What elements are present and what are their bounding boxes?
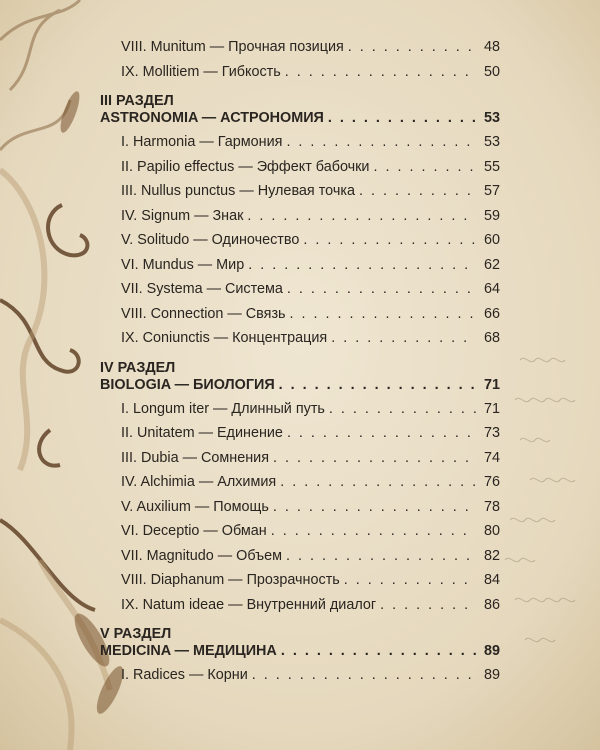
table-of-contents (100, 39, 500, 692)
toc-entry-page: 53 (483, 134, 500, 150)
toc-entry-page: 57 (483, 183, 500, 199)
toc-entry-title: VII. Systema — Система (121, 281, 283, 297)
toc-entry-page: 73 (483, 425, 500, 441)
toc-leader-dots (252, 667, 476, 683)
toc-leader-dots (328, 110, 476, 126)
toc-entry-page: 59 (483, 207, 500, 224)
toc-entry (100, 523, 500, 548)
toc-entry (100, 425, 500, 450)
toc-entry-page: 55 (483, 158, 500, 175)
toc-entry-page: 66 (483, 305, 500, 322)
toc-leader-dots (281, 643, 476, 659)
toc-entry (100, 474, 500, 499)
toc-entry-page: 86 (483, 596, 500, 613)
toc-entry (100, 572, 500, 597)
toc-entry-title: I. Harmonia — Гармония (121, 134, 283, 150)
toc-entry-title: VII. Magnitudo — Объем (121, 547, 283, 564)
toc-leader-dots (348, 39, 476, 55)
toc-entry (100, 306, 500, 331)
toc-leader-dots (248, 257, 476, 273)
toc-leader-dots (285, 64, 476, 80)
toc-leader-dots (380, 597, 476, 613)
toc-entry (100, 667, 500, 692)
toc-entry (100, 401, 500, 426)
toc-entry-title: VIII. Diaphanum — Прозрачность (121, 572, 340, 588)
toc-entry (100, 159, 500, 184)
toc-leader-dots (331, 330, 476, 346)
section-heading-page: 71 (483, 376, 500, 393)
toc-entry-page: 64 (483, 281, 500, 297)
toc-leader-dots (279, 377, 476, 393)
toc-entry (100, 183, 500, 208)
toc-entry-title: II. Unitatem — Единение (121, 425, 283, 441)
toc-leader-dots (287, 425, 476, 441)
toc-leader-dots (286, 134, 476, 150)
section-label: V РАЗДЕЛ (100, 626, 172, 642)
toc-leader-dots (273, 450, 476, 466)
section-heading (100, 377, 500, 401)
toc-entry-page: 62 (483, 256, 500, 273)
section-heading (100, 643, 500, 667)
toc-entry-page: 76 (483, 474, 500, 490)
toc-entry-title: VIII. Munitum — Прочная позиция (121, 39, 344, 55)
toc-entry-title: IX. Natum ideae — Внутренний диалог (121, 596, 377, 613)
toc-entry-title: VIII. Connection — Связь (121, 305, 286, 322)
toc-entry-page: 80 (483, 523, 500, 539)
toc-entry-title: I. Longum iter — Длинный путь (121, 400, 325, 417)
toc-leader-dots (359, 183, 476, 199)
toc-entry (100, 208, 500, 233)
toc-leader-dots (287, 281, 476, 297)
section-heading-title: BIOLOGIA — БИОЛОГИЯ (100, 376, 275, 393)
toc-entry-page: 60 (483, 232, 500, 248)
toc-entry-title: II. Papilio effectus — Эффект бабочки (121, 158, 370, 175)
toc-entry-title: IX. Coniunctis — Концентрация (121, 330, 328, 346)
toc-entry-page: 89 (483, 667, 500, 683)
toc-leader-dots (329, 401, 476, 417)
toc-entry-title: III. Dubia — Сомнения (121, 449, 269, 466)
toc-leader-dots (303, 232, 476, 248)
toc-leader-dots (344, 572, 476, 588)
toc-entry-page: 68 (483, 330, 500, 346)
section-heading-page: 89 (483, 643, 500, 659)
section-heading (100, 110, 500, 134)
toc-entry-page: 48 (483, 39, 500, 55)
toc-entry-title: V. Solitudo — Одиночество (121, 232, 300, 248)
toc-entry-title: VI. Mundus — Мир (121, 256, 245, 273)
toc-entry (100, 64, 500, 89)
toc-entry-page: 50 (483, 63, 500, 80)
section-heading-title: ASTRONOMIA — АСТРОНОМИЯ (100, 110, 324, 126)
toc-entry-title: IV. Signum — Знак (121, 207, 244, 224)
toc-entry-title: I. Radices — Корни (121, 667, 248, 683)
toc-entry-title: V. Auxilium — Помощь (121, 498, 269, 515)
toc-entry (100, 134, 500, 159)
toc-entry (100, 330, 500, 355)
section-heading-page: 53 (483, 110, 500, 126)
toc-entry (100, 548, 500, 573)
section-label: III РАЗДЕЛ (100, 93, 174, 109)
toc-entry (100, 257, 500, 282)
toc-leader-dots (273, 499, 476, 515)
section-label: IV РАЗДЕЛ (100, 359, 176, 376)
toc-entry-page: 71 (483, 400, 500, 417)
toc-entry-title: VI. Deceptio — Обман (121, 523, 267, 539)
toc-leader-dots (373, 159, 476, 175)
toc-leader-dots (271, 523, 476, 539)
toc-entry-title: III. Nullus punctus — Нулевая точка (121, 183, 355, 199)
toc-entry-page: 84 (483, 572, 500, 588)
toc-entry (100, 499, 500, 524)
toc-leader-dots (290, 306, 476, 322)
toc-entry-title: IV. Alchimia — Алхимия (121, 474, 277, 490)
toc-entry-page: 74 (483, 449, 500, 466)
toc-entry (100, 450, 500, 475)
toc-entry-page: 78 (483, 498, 500, 515)
toc-entry (100, 39, 500, 64)
toc-leader-dots (286, 548, 476, 564)
toc-leader-dots (247, 208, 476, 224)
section-heading-title: MEDICINA — МЕДИЦИНА (100, 643, 277, 659)
toc-entry-page: 82 (483, 547, 500, 564)
toc-entry-title: IX. Mollitiem — Гибкость (121, 63, 281, 80)
toc-entry (100, 281, 500, 306)
toc-entry (100, 232, 500, 257)
toc-entry (100, 597, 500, 622)
toc-leader-dots (280, 474, 476, 490)
